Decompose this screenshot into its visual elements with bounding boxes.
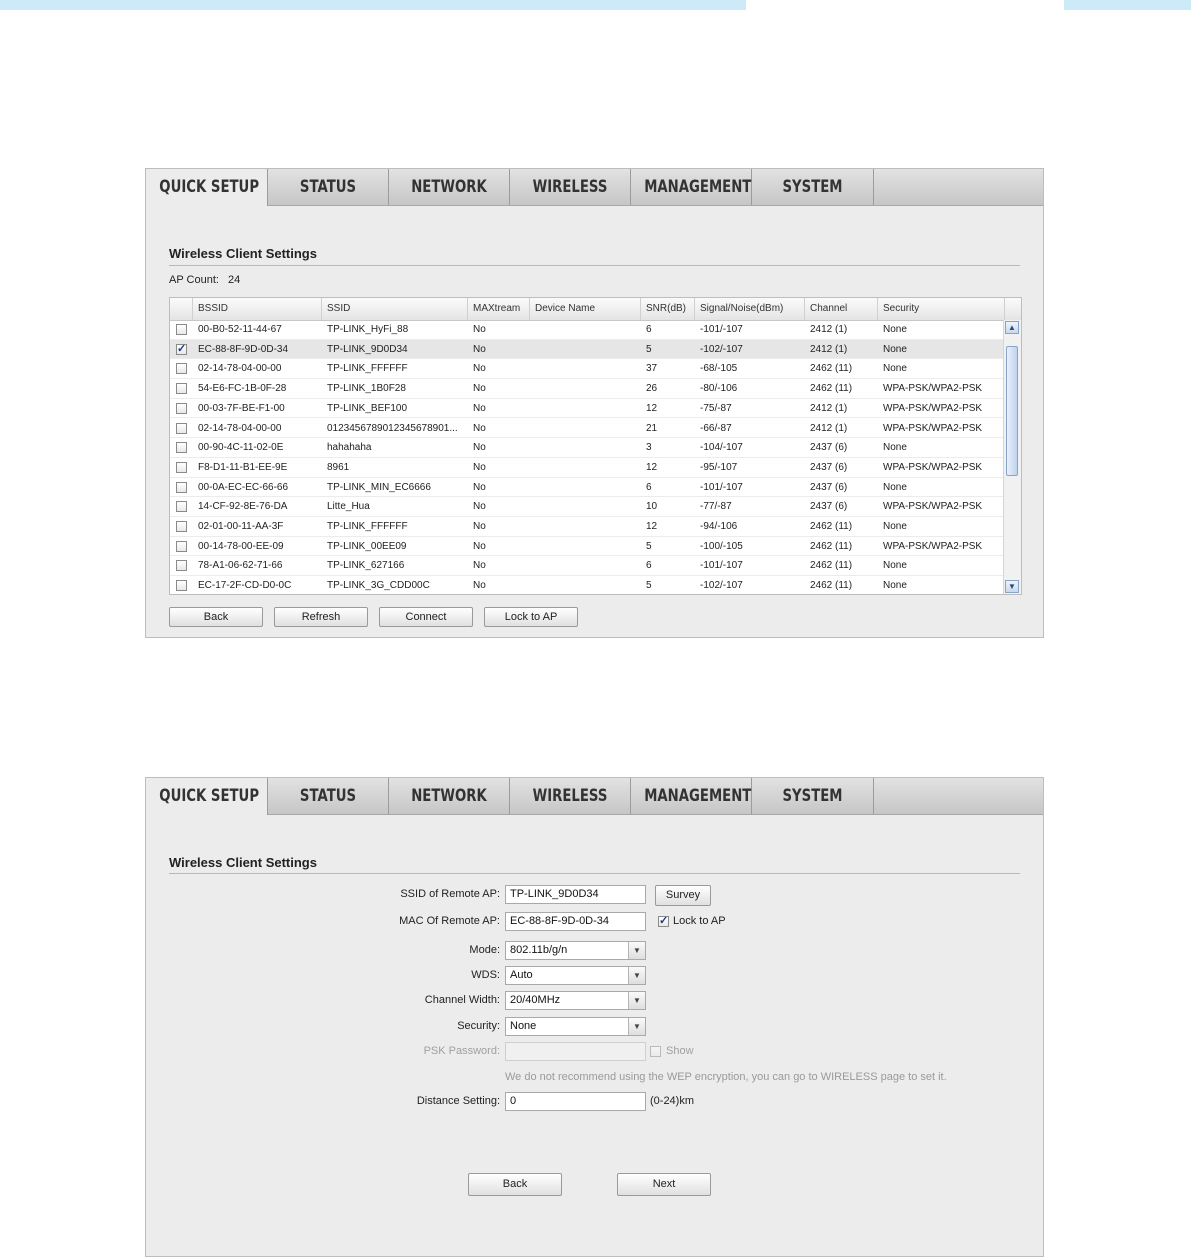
row-select-checkbox[interactable]	[176, 462, 187, 473]
psk-password-label: PSK Password:	[423, 1045, 500, 1057]
tab-label: STATUS	[299, 786, 357, 806]
cell-channel: 2437 (6)	[810, 501, 848, 513]
cell-snr: 5	[646, 540, 652, 552]
security-label: Security:	[457, 1020, 500, 1032]
cell-device	[530, 419, 641, 438]
cell-snr: 6	[646, 481, 652, 493]
cell-signal: -104/-107	[700, 442, 743, 454]
mode-label: Mode:	[469, 944, 500, 956]
row-select-checkbox[interactable]	[176, 521, 187, 532]
table-row[interactable]	[170, 438, 1005, 458]
tab-label: STATUS	[299, 177, 357, 197]
col-bssid[interactable]: BSSID	[193, 298, 322, 320]
table-row[interactable]	[170, 359, 1005, 379]
table-row[interactable]	[170, 419, 1005, 439]
row-select-checkbox[interactable]	[176, 324, 187, 335]
cell-bssid: EC-17-2F-CD-D0-0C	[198, 580, 292, 592]
chevron-down-icon: ▼	[628, 967, 645, 984]
table-row[interactable]	[170, 379, 1005, 399]
cell-bssid: 02-14-78-04-00-00	[198, 422, 282, 434]
table-row[interactable]	[170, 517, 1005, 537]
table-row[interactable]	[170, 340, 1005, 360]
lock-to-ap-checkbox[interactable]	[658, 916, 669, 927]
tab-label: NETWORK	[411, 177, 487, 197]
cell-bssid: F8-D1-11-B1-EE-9E	[198, 461, 288, 473]
col-device-name[interactable]: Device Name	[530, 298, 641, 320]
row-select-checkbox[interactable]	[176, 541, 187, 552]
table-header	[170, 298, 1021, 321]
cell-ssid: TP-LINK_MIN_EC6666	[327, 481, 431, 493]
cell-ssid: 0123456789012345678901...	[327, 422, 458, 434]
cell-snr: 5	[646, 343, 652, 355]
cell-ssid: TP-LINK_HyFi_88	[327, 324, 409, 335]
cell-device	[530, 438, 641, 457]
cell-ssid: TP-LINK_9D0D34	[327, 343, 408, 355]
tab-quick-setup[interactable]	[146, 778, 268, 815]
cell-device	[530, 320, 641, 339]
cell-bssid: 00-0A-EC-EC-66-66	[198, 481, 289, 493]
cell-snr: 3	[646, 442, 652, 454]
cell-snr: 12	[646, 402, 658, 414]
section-title: Wireless Client Settings	[169, 855, 317, 870]
cell-ssid: TP-LINK_3G_CDD00C	[327, 580, 430, 592]
divider	[169, 265, 1020, 266]
cell-signal: -102/-107	[700, 580, 743, 592]
cell-ssid: TP-LINK_BEF100	[327, 402, 408, 414]
cell-signal: -95/-107	[700, 461, 738, 473]
cell-maxtream: No	[473, 442, 486, 454]
cell-bssid: 54-E6-FC-1B-0F-28	[198, 383, 287, 395]
cell-device	[530, 478, 641, 497]
cell-ssid: TP-LINK_FFFFFF	[327, 521, 408, 532]
survey-panel	[145, 168, 1044, 638]
cell-maxtream: No	[473, 383, 486, 395]
table-row[interactable]	[170, 556, 1005, 576]
tab-system[interactable]	[752, 778, 874, 814]
ap-count	[169, 274, 240, 286]
psk-password-input	[505, 1042, 646, 1061]
cell-security: None	[883, 580, 907, 592]
survey-button[interactable]: Survey	[655, 885, 711, 906]
table-row[interactable]	[170, 497, 1005, 517]
cell-security: None	[883, 343, 907, 355]
cell-signal: -77/-87	[700, 501, 732, 513]
section-title: Wireless Client Settings	[169, 246, 317, 261]
cell-channel: 2412 (1)	[810, 422, 848, 434]
top-bar-left	[0, 0, 746, 10]
client-settings-panel	[145, 777, 1044, 1257]
cell-signal: -102/-107	[700, 343, 743, 355]
distance-unit: (0-24)km	[650, 1095, 695, 1107]
cell-ssid: TP-LINK_FFFFFF	[327, 363, 408, 375]
tab-management[interactable]	[631, 778, 752, 814]
cell-snr: 6	[646, 324, 652, 335]
table-row[interactable]	[170, 478, 1005, 498]
cell-bssid: 00-14-78-00-EE-09	[198, 540, 284, 552]
main-nav	[146, 169, 1043, 206]
channel-width-select[interactable]	[505, 991, 646, 1010]
cell-maxtream: No	[473, 580, 486, 592]
cell-bssid: 02-01-00-11-AA-3F	[198, 521, 284, 532]
mode-value: 802.11b/g/n	[510, 944, 568, 956]
cell-device	[530, 556, 641, 575]
cell-snr: 12	[646, 461, 658, 473]
cell-signal: -94/-106	[700, 521, 738, 532]
mode-select[interactable]	[505, 941, 646, 960]
cell-channel: 2462 (11)	[810, 383, 853, 395]
col-maxtream[interactable]: MAXtream	[468, 298, 530, 320]
cell-device	[530, 379, 641, 398]
cell-bssid: 00-B0-52-11-44-67	[198, 324, 282, 335]
lock-to-ap-button[interactable]: Lock to AP	[484, 607, 578, 627]
cell-maxtream: No	[473, 560, 486, 572]
tab-network[interactable]	[389, 169, 510, 205]
ap-count-label: AP Count:	[169, 274, 219, 286]
back-button[interactable]: Back	[169, 607, 263, 627]
cell-channel: 2412 (1)	[810, 324, 848, 335]
cell-device	[530, 576, 641, 595]
tab-system[interactable]	[752, 169, 874, 205]
cell-maxtream: No	[473, 422, 486, 434]
cell-bssid: EC-88-8F-9D-0D-34	[198, 343, 289, 355]
show-password-label: Show	[666, 1045, 694, 1057]
tab-label: SYSTEM	[782, 786, 843, 806]
row-select-checkbox[interactable]	[176, 383, 187, 394]
cell-channel: 2437 (6)	[810, 481, 848, 493]
cell-channel: 2412 (1)	[810, 343, 848, 355]
cell-security: None	[883, 324, 907, 335]
cell-maxtream: No	[473, 402, 486, 414]
tab-status[interactable]	[268, 778, 389, 814]
cell-bssid: 00-90-4C-11-02-0E	[198, 442, 284, 454]
cell-security: None	[883, 363, 907, 375]
tab-label: MANAGEMENT	[644, 786, 752, 806]
cell-signal: -80/-106	[700, 383, 738, 395]
cell-snr: 6	[646, 560, 652, 572]
back-button[interactable]: Back	[468, 1173, 562, 1196]
cell-maxtream: No	[473, 461, 486, 473]
security-value: None	[510, 1020, 537, 1032]
col-security[interactable]: Security	[878, 298, 1005, 320]
row-select-checkbox[interactable]	[176, 363, 187, 374]
chevron-down-icon: ▼	[628, 942, 645, 959]
cell-snr: 26	[646, 383, 658, 395]
scroll-thumb[interactable]	[1006, 346, 1018, 476]
tab-label: NETWORK	[411, 786, 487, 806]
cell-ssid: TP-LINK_00EE09	[327, 540, 407, 552]
cell-security: WPA-PSK/WPA2-PSK	[883, 540, 983, 552]
tab-quick-setup[interactable]	[146, 169, 268, 206]
cell-device	[530, 497, 641, 516]
distance-input[interactable]: 0	[505, 1092, 646, 1111]
cell-signal: -66/-87	[700, 422, 732, 434]
wds-value: Auto	[510, 969, 533, 981]
cell-ssid: hahahaha	[327, 442, 372, 454]
tab-management[interactable]	[631, 169, 752, 205]
distance-label: Distance Setting:	[416, 1095, 500, 1107]
cell-security: None	[883, 442, 907, 454]
cell-device	[530, 517, 641, 536]
cell-security: WPA-PSK/WPA2-PSK	[883, 461, 983, 473]
cell-signal: -68/-105	[700, 363, 738, 375]
mac-label: MAC Of Remote AP:	[399, 915, 500, 927]
tab-wireless[interactable]	[510, 169, 631, 205]
cell-security: WPA-PSK/WPA2-PSK	[883, 383, 983, 395]
cell-bssid: 14-CF-92-8E-76-DA	[198, 501, 288, 513]
cell-channel: 2462 (11)	[810, 580, 853, 592]
cell-device	[530, 458, 641, 477]
wep-note: We do not recommend using the WEP encryption, you can go to WIRELESS page to set it.	[505, 1071, 947, 1083]
table-row[interactable]	[170, 458, 1005, 478]
cell-bssid: 02-14-78-04-00-00	[198, 363, 282, 375]
cell-snr: 5	[646, 580, 652, 592]
main-nav	[146, 778, 1043, 815]
cell-signal: -101/-107	[700, 481, 743, 493]
cell-device	[530, 399, 641, 418]
cell-snr: 21	[646, 422, 658, 434]
cell-channel: 2462 (11)	[810, 560, 853, 572]
col-signal-noise[interactable]: Signal/Noise(dBm)	[695, 298, 805, 320]
cell-channel: 2462 (11)	[810, 521, 853, 532]
cell-signal: -101/-107	[700, 324, 743, 335]
tab-label: QUICK SETUP	[159, 786, 260, 806]
cell-maxtream: No	[473, 343, 486, 355]
cell-security: WPA-PSK/WPA2-PSK	[883, 422, 983, 434]
channel-width-label: Channel Width:	[424, 994, 500, 1006]
top-bar-right	[1064, 0, 1191, 10]
cell-bssid: 78-A1-06-62-71-66	[198, 560, 283, 572]
cell-signal: -75/-87	[700, 402, 732, 414]
table-scrollbar[interactable]	[1003, 320, 1021, 594]
cell-bssid: 00-03-7F-BE-F1-00	[198, 402, 285, 414]
row-select-checkbox[interactable]	[176, 442, 187, 453]
wds-select[interactable]	[505, 966, 646, 985]
col-spacer	[1005, 298, 1022, 320]
cell-maxtream: No	[473, 363, 486, 375]
cell-ssid: TP-LINK_627166	[327, 560, 405, 572]
cell-maxtream: No	[473, 324, 486, 335]
cell-device	[530, 340, 641, 359]
row-select-checkbox[interactable]	[176, 580, 187, 591]
ap-count-value: 24	[228, 274, 241, 286]
cell-channel: 2412 (1)	[810, 402, 848, 414]
col-channel[interactable]: Channel	[805, 298, 878, 320]
mac-input[interactable]: EC-88-8F-9D-0D-34	[505, 912, 646, 931]
tab-label: QUICK SETUP	[159, 177, 260, 197]
row-select-checkbox[interactable]	[176, 344, 187, 355]
connect-button[interactable]: Connect	[379, 607, 473, 627]
refresh-button[interactable]: Refresh	[274, 607, 368, 627]
cell-snr: 37	[646, 363, 658, 375]
cell-ssid: Litte_Hua	[327, 501, 370, 513]
cell-maxtream: No	[473, 501, 486, 513]
cell-ssid: 8961	[327, 461, 350, 473]
table-row[interactable]	[170, 320, 1005, 340]
col-ssid[interactable]: SSID	[322, 298, 468, 320]
tab-network[interactable]	[389, 778, 510, 814]
tab-label: MANAGEMENT	[644, 177, 752, 197]
cell-security: None	[883, 521, 907, 532]
cell-security: None	[883, 481, 907, 493]
cell-channel: 2462 (11)	[810, 540, 853, 552]
ap-table	[169, 297, 1022, 595]
security-select[interactable]	[505, 1017, 646, 1036]
chevron-down-icon: ▼	[628, 992, 645, 1009]
cell-channel: 2462 (11)	[810, 363, 853, 375]
tab-label: WIRELESS	[532, 177, 608, 197]
next-button[interactable]: Next	[617, 1173, 711, 1196]
ssid-label: SSID of Remote AP:	[400, 888, 500, 900]
row-select-checkbox[interactable]	[176, 403, 187, 414]
divider	[169, 873, 1020, 874]
wds-label: WDS:	[471, 969, 500, 981]
cell-device	[530, 359, 641, 378]
row-select-checkbox[interactable]	[176, 560, 187, 571]
cell-maxtream: No	[473, 521, 486, 532]
col-snr[interactable]: SNR(dB)	[641, 298, 695, 320]
scroll-up-icon[interactable]: ▲	[1005, 321, 1019, 334]
lock-to-ap-label: Lock to AP	[673, 915, 726, 927]
cell-maxtream: No	[473, 540, 486, 552]
cell-signal: -100/-105	[700, 540, 743, 552]
cell-channel: 2437 (6)	[810, 442, 848, 454]
show-password-checkbox	[650, 1046, 661, 1057]
tab-status[interactable]	[268, 169, 389, 205]
scroll-down-icon[interactable]: ▼	[1005, 580, 1019, 593]
table-row[interactable]	[170, 576, 1005, 595]
row-select-checkbox[interactable]	[176, 423, 187, 434]
cell-security: None	[883, 560, 907, 572]
table-row[interactable]	[170, 537, 1005, 557]
cell-security: WPA-PSK/WPA2-PSK	[883, 402, 983, 414]
cell-snr: 12	[646, 521, 658, 532]
cell-device	[530, 537, 641, 556]
cell-maxtream: No	[473, 481, 486, 493]
cell-snr: 10	[646, 501, 658, 513]
table-row[interactable]	[170, 399, 1005, 419]
col-select	[170, 298, 193, 320]
cell-ssid: TP-LINK_1B0F28	[327, 383, 406, 395]
cell-signal: -101/-107	[700, 560, 743, 572]
chevron-down-icon: ▼	[628, 1018, 645, 1035]
ssid-input[interactable]: TP-LINK_9D0D34	[505, 885, 646, 904]
tab-wireless[interactable]	[510, 778, 631, 814]
tab-label: WIRELESS	[532, 786, 608, 806]
channel-width-value: 20/40MHz	[510, 994, 561, 1006]
row-select-checkbox[interactable]	[176, 501, 187, 512]
cell-security: WPA-PSK/WPA2-PSK	[883, 501, 983, 513]
tab-label: SYSTEM	[782, 177, 843, 197]
cell-channel: 2437 (6)	[810, 461, 848, 473]
row-select-checkbox[interactable]	[176, 482, 187, 493]
